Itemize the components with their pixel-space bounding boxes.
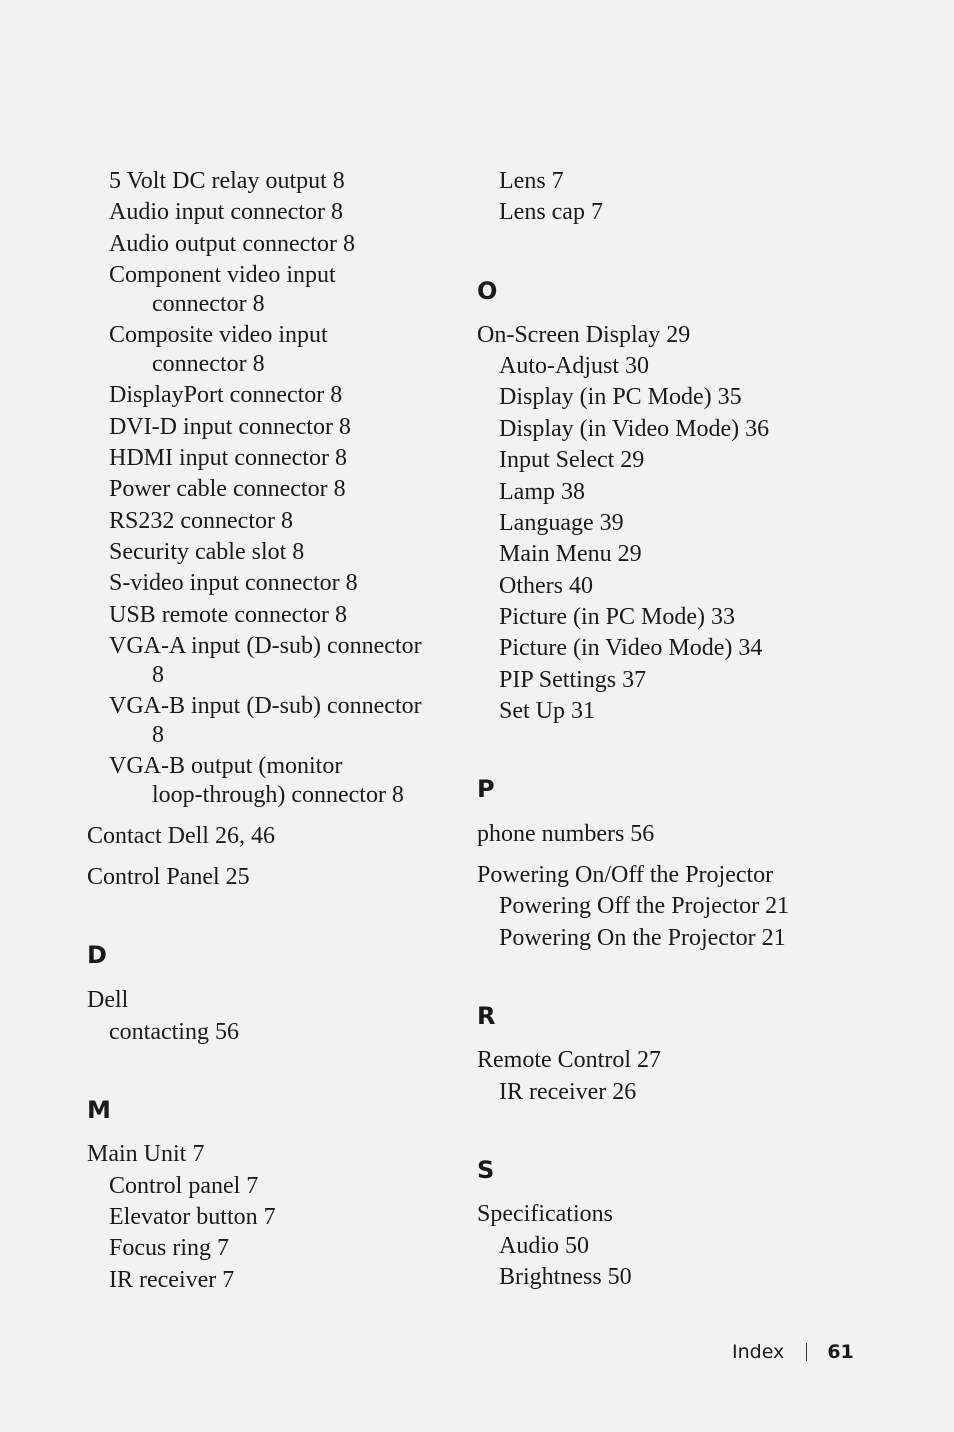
index-entry: Control Panel 25 xyxy=(87,864,250,890)
index-entry: Focus ring 7 xyxy=(109,1235,229,1261)
index-entry-continuation: 8 xyxy=(152,662,164,688)
index-entry: Picture (in PC Mode) 33 xyxy=(499,604,735,630)
index-entry: IR receiver 26 xyxy=(499,1079,637,1105)
index-entry: Powering On/Off the Projector xyxy=(477,862,774,888)
section-letter: R xyxy=(477,1002,496,1030)
index-entry: Language 39 xyxy=(499,510,624,536)
index-entry: Composite video input xyxy=(109,322,328,348)
section-letter: P xyxy=(477,775,495,803)
page-number: 61 xyxy=(827,1341,854,1363)
index-entry: VGA-B input (D-sub) connector xyxy=(109,693,422,719)
index-entry: Security cable slot 8 xyxy=(109,539,305,565)
index-entry: IR receiver 7 xyxy=(109,1267,235,1293)
index-entry: RS232 connector 8 xyxy=(109,508,293,534)
index-entry: Display (in Video Mode) 36 xyxy=(499,416,770,442)
index-entry-continuation: connector 8 xyxy=(152,291,265,317)
index-entry: Auto-Adjust 30 xyxy=(499,353,649,379)
index-entry: S-video input connector 8 xyxy=(109,570,358,596)
index-entry: Display (in PC Mode) 35 xyxy=(499,384,742,410)
index-entry-continuation: 8 xyxy=(152,722,164,748)
index-entry: Main Unit 7 xyxy=(87,1141,205,1167)
index-entry: Component video input xyxy=(109,262,336,288)
index-entry: VGA-A input (D-sub) connector xyxy=(109,633,422,659)
index-entry: Powering Off the Projector 21 xyxy=(499,893,790,919)
index-entry: Set Up 31 xyxy=(499,698,595,724)
index-entry: Input Select 29 xyxy=(499,447,645,473)
index-entry: Audio 50 xyxy=(499,1233,589,1259)
index-entry: Power cable connector 8 xyxy=(109,476,346,502)
index-entry: Dell xyxy=(87,987,129,1013)
section-letter: M xyxy=(87,1096,111,1124)
index-entry: Lamp 38 xyxy=(499,479,585,505)
index-entry: Specifications xyxy=(477,1201,613,1227)
section-letter: S xyxy=(477,1156,495,1184)
index-entry: DisplayPort connector 8 xyxy=(109,382,343,408)
page-footer xyxy=(732,1338,854,1366)
index-entry: Elevator button 7 xyxy=(109,1204,276,1230)
index-entry-continuation: connector 8 xyxy=(152,351,265,377)
index-entry: Main Menu 29 xyxy=(499,541,642,567)
index-entry: USB remote connector 8 xyxy=(109,602,347,628)
index-entry: phone numbers 56 xyxy=(477,821,655,847)
index-entry: Picture (in Video Mode) 34 xyxy=(499,635,763,661)
index-entry: contacting 56 xyxy=(109,1019,239,1045)
index-entry: Audio input connector 8 xyxy=(109,199,343,225)
index-entry: 5 Volt DC relay output 8 xyxy=(109,168,345,194)
index-entry: Contact Dell 26, 46 xyxy=(87,823,275,849)
section-letter: O xyxy=(477,277,498,305)
index-entry: Brightness 50 xyxy=(499,1264,632,1290)
index-entry: Remote Control 27 xyxy=(477,1047,661,1073)
index-entry: Lens cap 7 xyxy=(499,199,603,225)
index-entry: Powering On the Projector 21 xyxy=(499,925,786,951)
index-entry: DVI-D input connector 8 xyxy=(109,414,351,440)
section-letter: D xyxy=(87,941,107,969)
index-entry: Control panel 7 xyxy=(109,1173,259,1199)
footer-section-label: Index xyxy=(732,1341,785,1363)
index-entry: On-Screen Display 29 xyxy=(477,322,691,348)
index-entry: Lens 7 xyxy=(499,168,564,194)
index-entry-continuation: loop-through) connector 8 xyxy=(152,782,404,808)
index-entry: Others 40 xyxy=(499,573,593,599)
index-entry: Audio output connector 8 xyxy=(109,231,355,257)
index-entry: PIP Settings 37 xyxy=(499,667,647,693)
index-entry: HDMI input connector 8 xyxy=(109,445,347,471)
footer-separator xyxy=(806,1343,807,1361)
index-entry: VGA-B output (monitor xyxy=(109,753,343,779)
